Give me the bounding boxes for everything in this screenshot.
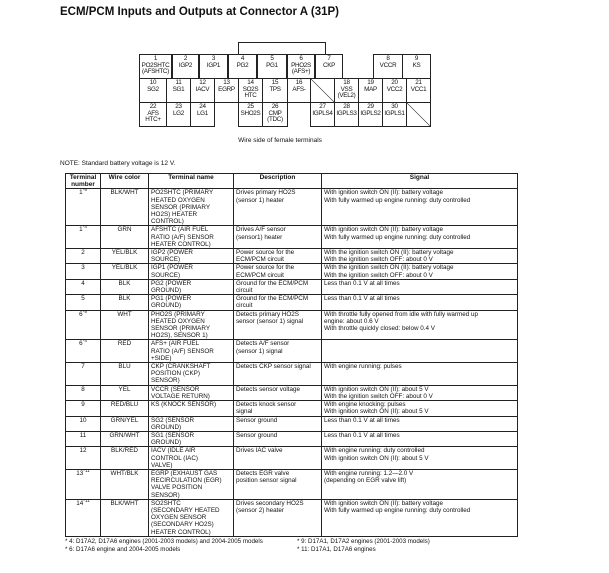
wire-color-text: WHT: [117, 310, 132, 318]
wire-color: [101, 447, 149, 470]
table-header: [66, 174, 518, 189]
signal-text: Less than 0.1 V at all times: [324, 431, 400, 439]
wire-color-text: BLK/WHT: [110, 189, 139, 197]
connector-pin-12: 12 IACV: [190, 78, 215, 103]
header-wire-color: Wire color: [101, 174, 149, 189]
terminal-number: [66, 310, 101, 340]
empty-pin-slot: [406, 102, 431, 127]
signal-text: Less than 0.1 V at all times: [324, 416, 400, 424]
terminal-number-text: 14: [76, 499, 84, 507]
description: [234, 310, 322, 340]
connector-pin-3: 3 IGP1: [199, 54, 228, 79]
header-terminal: Terminal number: [66, 174, 101, 189]
description: [234, 385, 322, 400]
terminal-number-text: 10: [79, 416, 87, 424]
connector-pin-23: 23 LG2: [166, 102, 191, 127]
description-text: Detects knock sensor signal: [236, 401, 297, 416]
terminal-name: [149, 385, 234, 400]
terminal-number-text: 5: [81, 295, 85, 303]
wire-color: [101, 469, 149, 499]
description: [234, 189, 322, 226]
connector-pin-22: 22 AFS HTC+: [139, 102, 167, 127]
terminal-number-text: 11: [79, 431, 87, 439]
signal: [322, 469, 518, 499]
terminal-number-text: 4: [81, 279, 85, 287]
description: [234, 431, 322, 446]
terminal-name: [149, 401, 234, 416]
signal-text: With engine running: 1.2—2.0 V (depending on EGR valve lift): [324, 469, 414, 485]
connector-pin-5: 5 PG1: [257, 54, 287, 79]
wire-color: [101, 401, 149, 416]
connector-pin-10: 10 SG2: [139, 78, 167, 103]
connector-pin-26: 26 CMP (TDC): [262, 102, 288, 127]
table-row: [66, 295, 518, 310]
table-row: [66, 189, 518, 226]
description-text: Sensor ground: [236, 416, 278, 424]
terminal-name-text: IGP1 (POWER SOURCE): [151, 264, 193, 279]
signal: [322, 447, 518, 470]
terminal-name: [149, 310, 234, 340]
header-description: Description: [234, 174, 322, 189]
wire-color: [101, 340, 149, 363]
footnote-ref: *4: [82, 338, 87, 344]
description-text: Detects sensor voltage: [236, 385, 301, 393]
terminal-number: [66, 499, 101, 536]
footnote-ref: *11: [83, 467, 90, 473]
wire-color: [101, 295, 149, 310]
signal: [322, 264, 518, 279]
signal: [322, 310, 518, 340]
wire-color: [101, 189, 149, 226]
signal-text: With ignition switch ON (II): battery voltage With fully warmed up engine running: duty controlled: [324, 189, 471, 204]
terminal-number: [66, 416, 101, 431]
terminal-name-text: AFS+ (AIR FUEL RATIO (A/F) SENSOR +SIDE): [151, 340, 214, 362]
wire-color-text: WHT/BLK: [110, 469, 139, 477]
footnote: * 6: D17A6 engine and 2004-2005 models: [65, 545, 181, 553]
signal-text: Less than 0.1 V at all times: [324, 279, 400, 287]
terminal-name: [149, 499, 234, 536]
wire-color-text: BLK/RED: [111, 447, 138, 455]
terminal-name-text: SO2SHTC (SECONDARY HEATED OXYGEN SENSOR (SECONDARY HO2S) HEATER CONTROL): [151, 499, 220, 536]
terminal-number: [66, 447, 101, 470]
table-row: [66, 431, 518, 446]
description: [234, 363, 322, 386]
terminal-name-text: KS (KNOCK SENSOR): [151, 401, 217, 409]
signal: [322, 385, 518, 400]
description: [234, 249, 322, 264]
signal: [322, 401, 518, 416]
connector-pin-18: 18 VSS (VEL2): [334, 78, 359, 103]
wire-color-text: GRN/YEL: [110, 416, 139, 424]
footnote-ref: *9: [82, 187, 87, 193]
terminal-number: [66, 340, 101, 363]
terminal-name: [149, 279, 234, 294]
description-text: Detects primary HO2S sensor (sensor 1) signal: [236, 310, 304, 325]
description: [234, 401, 322, 416]
connector-pin-20: 20 VCC2: [382, 78, 407, 103]
description: [234, 416, 322, 431]
wire-color: [101, 385, 149, 400]
table-row: [66, 447, 518, 470]
terminal-name: [149, 249, 234, 264]
footnote-ref: *4: [82, 224, 87, 230]
table-row: [66, 279, 518, 294]
table-row: [66, 416, 518, 431]
terminal-number: [66, 264, 101, 279]
connector-pin-11: 11 SG1: [166, 78, 191, 103]
wire-color-text: RED: [117, 340, 132, 348]
signal: [322, 295, 518, 310]
description: [234, 447, 322, 470]
terminal-number-text: 7: [81, 363, 85, 371]
description-text: Ground for the ECM/PCM circuit: [236, 295, 309, 310]
terminal-name-text: PG1 (POWER GROUND): [151, 295, 192, 310]
connector-pin-4: 4 PG2: [228, 54, 257, 79]
wire-color-text: BLU: [118, 363, 131, 371]
wire-color-text: GRN/WHT: [109, 431, 140, 439]
connector-caption: Wire side of female terminals: [238, 137, 322, 144]
terminal-name-text: PO2SHTC (PRIMARY HEATED OXYGEN SENSOR (PRIMARY HO2S) HEATER CONTROL): [151, 189, 214, 226]
description: [234, 226, 322, 249]
terminal-number: [66, 279, 101, 294]
signal-text: With throttle fully opened from idle with fully warmed up engine: about 0.6 V With throttle quickly closed: below 0.4 V: [324, 310, 478, 333]
signal: [322, 189, 518, 226]
connector-pin-25: 25 SHO2S: [238, 102, 263, 127]
table-row: [66, 363, 518, 386]
terminal-name-text: AFSHTC (AIR FUEL RATIO (A/F) SENSOR HEATER CONTROL): [151, 226, 214, 248]
empty-pin-slot: [310, 78, 335, 103]
connector-pin-13: 13 EGRP: [214, 78, 239, 103]
wire-color-text: YEL/BLK: [111, 249, 138, 257]
terminal-number: [66, 385, 101, 400]
description: [234, 264, 322, 279]
signal: [322, 340, 518, 363]
wire-color: [101, 499, 149, 536]
connector-pin-28: 28 IGPLS3: [334, 102, 359, 127]
terminal-number: [66, 363, 101, 386]
terminal-number: [66, 469, 101, 499]
terminal-name: [149, 363, 234, 386]
table-row: [66, 264, 518, 279]
terminal-number: [66, 226, 101, 249]
terminal-name-text: CKP (CRANKSHAFT POSITION (CKP) SENSOR): [151, 363, 211, 385]
connector-pin-24: 24 LG1: [190, 102, 215, 127]
wire-color: [101, 226, 149, 249]
connector-pin-7: 7 CKP: [315, 54, 343, 79]
terminal-number-text: 6: [79, 340, 83, 348]
table-row: [66, 385, 518, 400]
terminal-name: [149, 189, 234, 226]
table-row: [66, 310, 518, 340]
terminal-number-text: 1: [79, 189, 83, 197]
description: [234, 295, 322, 310]
wire-color: [101, 363, 149, 386]
signal: [322, 363, 518, 386]
connector-pin-29: 29 IGPLS2: [358, 102, 383, 127]
wire-color-text: GRN: [117, 226, 132, 234]
header-signal: Signal: [322, 174, 518, 189]
table-row: [66, 401, 518, 416]
signal: [322, 226, 518, 249]
connector-pin-19: 19 MAP: [358, 78, 383, 103]
connector-pin-8: 8 VCCR: [373, 54, 403, 79]
signal-text: With the ignition switch ON (II): battery voltage With the ignition switch OFF: about 0 V: [324, 264, 454, 279]
wire-color: [101, 264, 149, 279]
terminal-name-text: SG1 (SENSOR GROUND): [151, 431, 195, 447]
description: [234, 469, 322, 499]
terminal-name-text: EGRP (EXHAUST GAS RECIRCULATION (EGR) VALVE POSITION SENSOR): [151, 469, 222, 499]
terminal-name-text: VCCR (SENSOR VOLTAGE RETURN): [151, 385, 210, 400]
signal-text: With engine running: pulses: [324, 363, 402, 371]
wire-color: [101, 416, 149, 431]
terminal-number: [66, 189, 101, 226]
terminal-name: [149, 226, 234, 249]
signal: [322, 499, 518, 536]
connector-pin-16: 16 AFS-: [287, 78, 311, 103]
terminal-name: [149, 447, 234, 470]
signal-text: Less than 0.1 V at all times: [324, 295, 400, 303]
description-text: Power source for the ECM/PCM circuit: [236, 264, 295, 279]
wire-color-text: RED/BLU: [110, 401, 139, 409]
table-row: [66, 226, 518, 249]
footnotes: [65, 538, 517, 554]
wire-color: [101, 249, 149, 264]
connector-pin-30: 30 IGPLS1: [382, 102, 407, 127]
description-text: Detects A/F sensor (sensor 1) signal: [236, 340, 290, 355]
wire-color: [101, 310, 149, 340]
footnote: * 9: D17A1, D17A2 engines (2001-2003 models): [297, 537, 430, 545]
description-text: Detects EGR valve position sensor signal: [236, 469, 297, 485]
signal-text: With ignition switch ON (II): battery voltage With fully warmed up engine running: duty controlled: [324, 499, 471, 514]
terminal-number-text: 1: [79, 226, 83, 234]
terminal-number-text: 6: [79, 310, 83, 318]
page-title: ECM/PCM Inputs and Outputs at Connector A (31P): [60, 6, 339, 18]
wire-color-text: BLK: [118, 279, 131, 287]
terminal-name-text: SG2 (SENSOR GROUND): [151, 416, 195, 431]
signal-text: With ignition switch ON (II): battery voltage With fully warmed up engine running: duty controlled: [324, 226, 471, 241]
wire-color-text: YEL/BLK: [111, 264, 138, 272]
terminal-table-section: [65, 173, 517, 554]
description: [234, 499, 322, 536]
table-row: [66, 469, 518, 499]
signal-text: With engine running: duty controlled With ignition switch ON (II): about 5 V: [324, 447, 429, 462]
description-text: Drives A/F sensor (sensor1) heater: [236, 226, 286, 241]
wire-color: [101, 431, 149, 446]
terminal-number: [66, 401, 101, 416]
connector-pin-27: 27 IGPLS4: [310, 102, 335, 127]
terminal-number-text: 12: [79, 447, 87, 455]
signal: [322, 279, 518, 294]
terminal-number-text: 13: [76, 469, 84, 477]
terminal-name-text: IACV (IDLE AIR CONTROL (IAC) VALVE): [151, 447, 198, 469]
connector-pin-9: 9 KS: [402, 54, 431, 79]
description: [234, 279, 322, 294]
connector-pin-15: 15 TPS: [262, 78, 288, 103]
terminal-name: [149, 295, 234, 310]
wire-color-text: BLK/WHT: [110, 499, 139, 507]
terminal-number: [66, 431, 101, 446]
signal-text: With ignition switch ON (II): about 5 V With the ignition switch OFF: about 0 V: [324, 385, 433, 400]
terminal-number: [66, 249, 101, 264]
terminal-name: [149, 469, 234, 499]
signal-text: With the ignition switch ON (II): battery voltage With the ignition switch OFF: about 0 V: [324, 249, 454, 264]
terminal-name: [149, 264, 234, 279]
table-row: [66, 499, 518, 536]
footnote: * 4: D17A2, D17A6 engines (2001-2003 models) and 2004-2005 models: [65, 537, 263, 545]
terminal-number-text: 2: [81, 249, 85, 257]
header-terminal-name: Terminal name: [149, 174, 234, 189]
terminal-name-text: IGP2 (POWER SOURCE): [151, 249, 193, 264]
terminal-name: [149, 340, 234, 363]
footnote-ref: *9: [82, 308, 87, 314]
table-row: [66, 340, 518, 363]
terminal-name: [149, 416, 234, 431]
terminal-name: [149, 431, 234, 446]
description-text: Sensor ground: [236, 431, 278, 439]
terminal-number-text: 3: [81, 264, 85, 272]
signal: [322, 431, 518, 446]
description-text: Detects CKP sensor signal: [236, 363, 311, 371]
description: [234, 340, 322, 363]
connector-pin-6: 6 PHO2S (AFS+): [287, 54, 315, 79]
description-text: Power source for the ECM/PCM circuit: [236, 249, 295, 264]
footnote-ref: *11: [83, 497, 90, 503]
connector-pin-1: 1 PO2SHTC (AFSHTC): [139, 54, 172, 79]
signal-text: With engine knocking: pulses With ignition switch ON (II): about 5 V: [324, 401, 429, 416]
connector-pin-14: 14 SO2S HTC: [238, 78, 263, 103]
wire-color-text: BLK: [118, 295, 131, 303]
footnote: * 11: D17A1, D17A6 engines: [297, 545, 376, 553]
terminal-number-text: 8: [81, 385, 85, 393]
terminal-number-text: 9: [81, 401, 85, 409]
description-text: Drives primary HO2S (sensor 1) heater: [236, 189, 296, 204]
note: NOTE: Standard battery voltage is 12 V.: [60, 160, 176, 167]
terminal-name-text: PG2 (POWER GROUND): [151, 279, 192, 295]
terminal-name-text: PHO2S (PRIMARY HEATED OXYGEN SENSOR (PRIMARY HO2S), SENSOR 1): [151, 310, 211, 340]
connector-pin-2: 2 IGP2: [172, 54, 199, 79]
signal: [322, 249, 518, 264]
terminal-table: [65, 173, 518, 537]
description-text: Drives IAC valve: [236, 447, 283, 455]
wire-color: [101, 279, 149, 294]
signal: [322, 416, 518, 431]
description-text: Ground for the ECM/PCM circuit: [236, 279, 309, 295]
description-text: Drives secondary HO2S (sensor 2) heater: [236, 499, 304, 514]
connector-pin-21: 21 VCC1: [406, 78, 431, 103]
wire-color-text: YEL: [118, 385, 131, 393]
table-row: [66, 249, 518, 264]
